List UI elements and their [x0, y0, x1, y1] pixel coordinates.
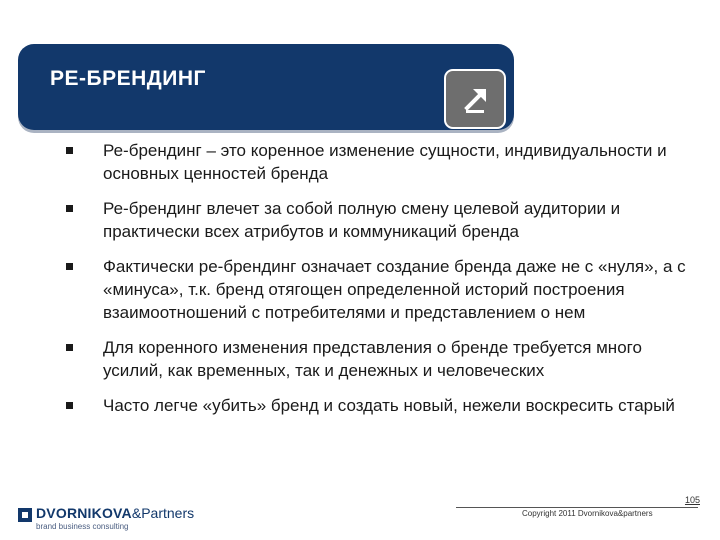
slide-title: РЕ-БРЕНДИНГ	[50, 67, 206, 90]
bullet-square-icon	[66, 205, 73, 212]
bullet-list	[66, 139, 696, 429]
bullet-item	[66, 336, 696, 382]
bullet-square-icon	[66, 402, 73, 409]
diagonal-arrow-icon	[446, 71, 504, 127]
bullet-item	[66, 197, 696, 243]
logo-company-name: DVORNIKOVA&Partners	[36, 505, 195, 521]
bullet-text: Часто легче «убить» бренд и создать новый, нежели воскресить старый	[103, 396, 675, 415]
copyright-text: Copyright 2011 Dvornikova&partners	[522, 509, 653, 518]
bullet-item	[66, 394, 696, 417]
bullet-text: Фактически ре-брендинг означает создание бренда даже не с «нуля», а с «минуса», т.к. бренд отягощен определенной историй построения взаимоотношений с потребителями и представлением о нем	[103, 257, 686, 322]
bullet-item	[66, 139, 696, 185]
logo-mark-icon	[18, 508, 32, 522]
bullet-square-icon	[66, 147, 73, 154]
bullet-text: Для коренного изменения представления о бренде требуется много усилий, как временных, так и денежных и человеческих	[103, 338, 642, 380]
logo-tagline: brand business consulting	[36, 522, 129, 531]
page-number[interactable]: 105	[684, 495, 700, 505]
bullet-text: Ре-брендинг влечет за собой полную смену целевой аудитории и практически всех атрибутов и коммуникаций бренда	[103, 199, 621, 241]
bullet-square-icon	[66, 344, 73, 351]
bullet-item	[66, 255, 696, 324]
bullet-text: Ре-брендинг – это коренное изменение сущности, индивидуальности и основных ценностей бренда	[103, 141, 667, 183]
title-bar	[18, 44, 514, 130]
bullet-square-icon	[66, 263, 73, 270]
footer-divider	[456, 507, 698, 508]
